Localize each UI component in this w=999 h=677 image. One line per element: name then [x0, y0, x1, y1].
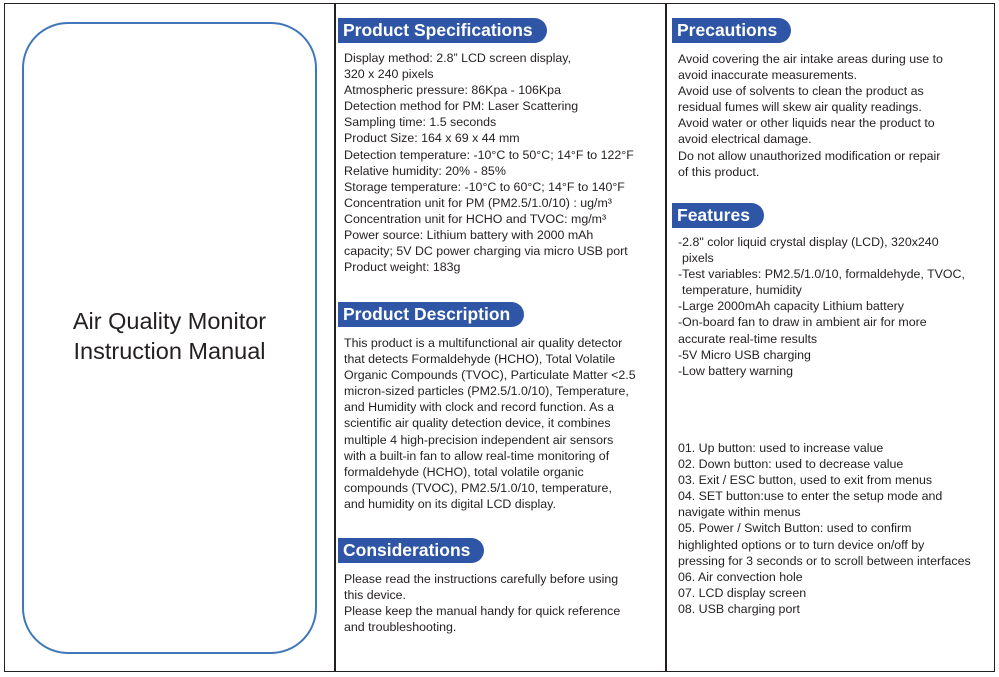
- legend-line: 04. SET button:use to enter the setup mode and: [678, 489, 943, 504]
- precaution-line: Avoid water or other liquids near the product to: [678, 116, 935, 131]
- spec-line: Concentration unit for PM (PM2.5/1.0/10) : ug/m³: [344, 195, 612, 210]
- precautions-text: [678, 51, 943, 180]
- feature-line: -Low battery warning: [678, 363, 794, 378]
- description-line: multiple 4 high-precision independent air sensors: [344, 432, 614, 447]
- specifications-section: [338, 18, 547, 43]
- precaution-line: of this product.: [678, 164, 760, 179]
- feature-line: -On-board fan to draw in ambient air for more: [678, 315, 927, 330]
- section-heading: Product Specifications: [338, 18, 547, 43]
- section-heading: Features: [672, 203, 764, 228]
- spec-line: 320 x 240 pixels: [344, 67, 434, 82]
- considerations-line: Please keep the manual handy for quick reference: [344, 604, 621, 619]
- feature-line: -Test variables: PM2.5/1.0/10, formaldehyde, TVOC,: [678, 267, 965, 282]
- spec-line: Product weight: 183g: [344, 260, 461, 275]
- spec-line: Sampling time: 1.5 seconds: [344, 115, 497, 130]
- description-section: [338, 302, 524, 327]
- feature-line: accurate real-time results: [678, 331, 818, 346]
- description-line: that detects Formaldehyde (HCHO), Total Volatile: [344, 352, 616, 367]
- legend-line: highlighted options or to turn device on/off by: [678, 537, 925, 552]
- spec-line: Atmospheric pressure: 86Kpa - 106Kpa: [344, 83, 561, 98]
- legend-line: 06. Air convection hole: [678, 569, 803, 584]
- section-heading: Precautions: [672, 18, 791, 43]
- precaution-line: Avoid covering the air intake areas during use to: [678, 52, 943, 66]
- feature-line: pixels: [682, 251, 714, 266]
- considerations-section: [338, 538, 484, 563]
- cover-title-line: Instruction Manual: [73, 338, 266, 364]
- spec-line: Relative humidity: 20% - 85%: [344, 163, 506, 178]
- description-line: scientific air quality detection device, it combines: [344, 416, 611, 431]
- description-line: with a built-in fan to allow real-time monitoring of: [344, 448, 610, 463]
- considerations-text: [344, 571, 620, 635]
- description-line: micron-sized particles (PM2.5/1.0/10), Temperature,: [344, 384, 629, 399]
- legend-line: 08. USB charging port: [678, 601, 800, 616]
- precaution-line: Do not allow unauthorized modification or repair: [678, 148, 941, 163]
- section-heading: Considerations: [338, 538, 484, 563]
- description-line: and humidity on its digital LCD display.: [344, 496, 556, 511]
- description-line: Organic Compounds (TVOC), Particulate Matter <2.5: [344, 368, 636, 383]
- precaution-line: residual fumes will skew air quality readings.: [678, 100, 922, 115]
- spec-line: Concentration unit for HCHO and TVOC: mg/m³: [344, 211, 607, 226]
- considerations-line: Please read the instructions carefully before using: [344, 572, 619, 586]
- panel-divider-left: [334, 4, 336, 671]
- spec-line: capacity; 5V DC power charging via micro USB port: [344, 244, 628, 259]
- features-section: [672, 203, 764, 228]
- precautions-section: [672, 18, 791, 43]
- panel-divider-right: [665, 4, 667, 671]
- description-line: formaldehyde (HCHO), total volatile organic: [344, 464, 584, 479]
- description-line: This product is a multifunctional air quality detector: [344, 336, 623, 350]
- legend-line: 05. Power / Switch Button: used to confirm: [678, 521, 912, 536]
- spec-line: Storage temperature: -10°C to 60°C; 14°F to 140°F: [344, 179, 625, 194]
- precaution-line: Avoid use of solvents to clean the product as: [678, 84, 924, 99]
- spec-line: Product Size: 164 x 69 x 44 mm: [344, 131, 520, 146]
- precaution-line: avoid inaccurate measurements.: [678, 68, 858, 83]
- feature-line: -Large 2000mAh capacity Lithium battery: [678, 299, 904, 314]
- legend-line: 07. LCD display screen: [678, 585, 807, 600]
- feature-line: -2.8" color liquid crystal display (LCD), 320x240: [678, 235, 939, 249]
- spec-line: Display method: 2.8” LCD screen display,: [344, 51, 572, 65]
- spec-line: Detection temperature: -10°C to 50°C; 14°F to 122°F: [344, 147, 634, 162]
- specifications-text: [344, 50, 634, 275]
- feature-line: temperature, humidity: [682, 283, 802, 298]
- legend-line: 03. Exit / ESC button, used to exit from menus: [678, 473, 933, 488]
- spec-line: Detection method for PM: Laser Scattering: [344, 99, 579, 114]
- considerations-line: this device.: [344, 588, 406, 603]
- button-legend: [678, 440, 971, 617]
- legend-line: 02. Down button: used to decrease value: [678, 457, 904, 472]
- spec-line: Power source: Lithium battery with 2000 mAh: [344, 228, 594, 243]
- description-text: [344, 335, 636, 512]
- legend-line: pressing for 3 seconds or to scroll between interfaces: [678, 553, 971, 568]
- precaution-line: avoid electrical damage.: [678, 132, 812, 147]
- legend-line: navigate within menus: [678, 505, 801, 520]
- feature-line: -5V Micro USB charging: [678, 347, 811, 362]
- cover-panel: [22, 22, 317, 654]
- features-text: [678, 234, 965, 379]
- cover-title-line: Air Quality Monitor: [72, 308, 267, 334]
- section-heading: Product Description: [338, 302, 524, 327]
- description-line: compounds (TVOC), PM2.5/1.0/10, temperature,: [344, 480, 612, 495]
- description-line: and Humidity with clock and record function. As a: [344, 400, 614, 415]
- legend-line: 01. Up button: used to increase value: [678, 441, 884, 455]
- considerations-line: and troubleshooting.: [344, 620, 457, 635]
- cover-title: [73, 306, 266, 366]
